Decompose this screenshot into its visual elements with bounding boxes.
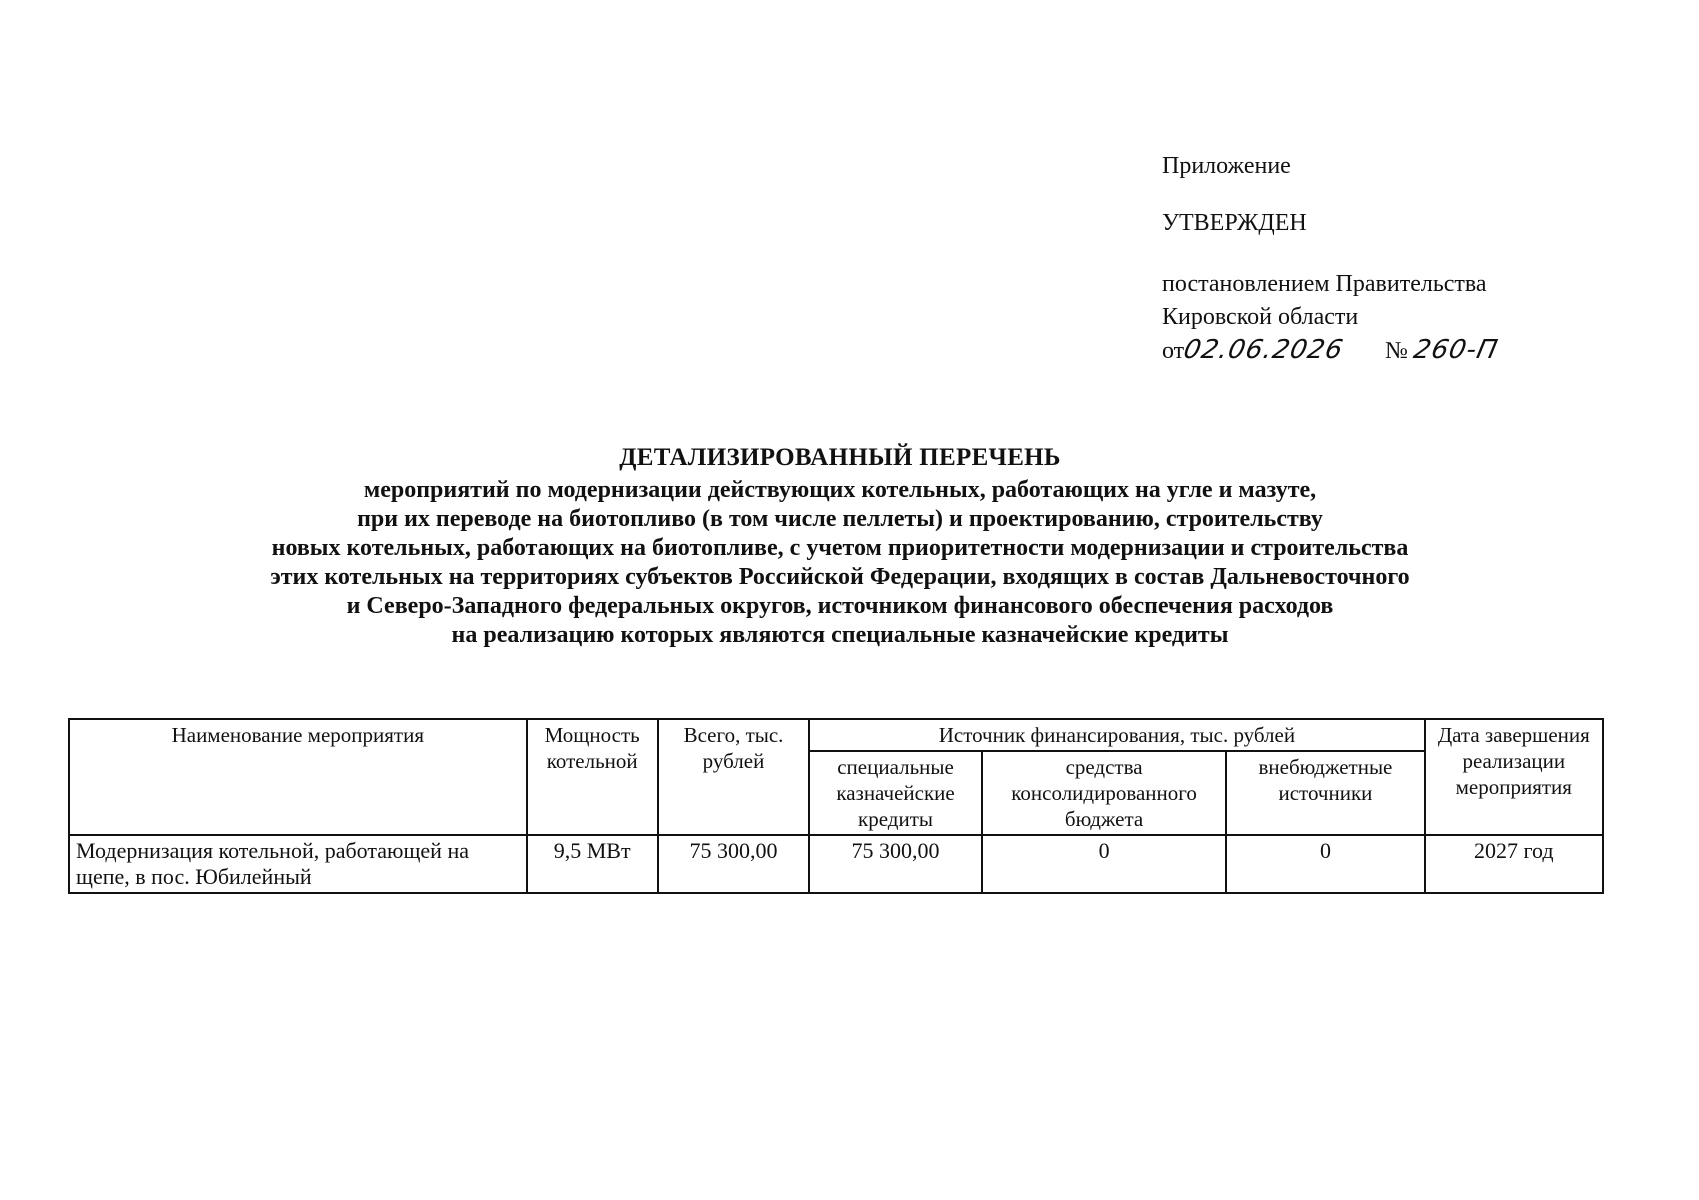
appendix-label: Приложение xyxy=(1162,153,1291,179)
heading-line-5: и Северо-Западного федеральных округов, источником финансового обеспечения расходов xyxy=(346,593,1334,619)
header-total: Всего, тыс. рублей xyxy=(658,719,809,835)
header-extrabudgetary: внебюджетные источники xyxy=(1226,751,1424,835)
header-name: Наименование мероприятия xyxy=(69,719,527,835)
cell-completion-date: 2027 год xyxy=(1425,835,1603,893)
header-special-credits: специальные казначейские кредиты xyxy=(809,751,982,835)
cell-name: Модернизация котельной, работающей на щепе, в пос. Юбилейный xyxy=(69,835,527,893)
measures-table xyxy=(68,718,1604,894)
heading-line-3: новых котельных, работающих на биотопливе, с учетом приоритетности модернизации и строительства xyxy=(271,535,1409,561)
document-heading xyxy=(100,440,1580,650)
header-completion-date: Дата завершения реализации мероприятия xyxy=(1425,719,1603,835)
table-header-row xyxy=(69,719,1603,751)
cell-total: 75 300,00 xyxy=(658,835,809,893)
date-prefix: от xyxy=(1162,338,1185,364)
cell-special-credits: 75 300,00 xyxy=(809,835,982,893)
heading-line-6: на реализацию которых являются специальные казначейские кредиты xyxy=(451,622,1229,648)
heading-line-1: мероприятий по модернизации действующих котельных, работающих на угле и мазуте, xyxy=(363,477,1317,503)
cell-consolidated-budget: 0 xyxy=(982,835,1226,893)
decree-date-number-line xyxy=(1162,334,1602,368)
header-consolidated-budget: средства консолидированного бюджета xyxy=(982,751,1226,835)
decree-line-2: Кировской области xyxy=(1162,304,1359,330)
header-power: Мощность котельной xyxy=(527,719,658,835)
cell-power: 9,5 МВт xyxy=(527,835,658,893)
approved-label: УТВЕРЖДЕН xyxy=(1162,210,1307,236)
handwritten-number: 260-П xyxy=(1410,335,1501,365)
decree-line-1: постановлением Правительства xyxy=(1162,271,1487,297)
table-row xyxy=(69,835,1603,893)
header-funding-source: Источник финансирования, тыс. рублей xyxy=(809,719,1424,751)
document-title: ДЕТАЛИЗИРОВАННЫЙ ПЕРЕЧЕНЬ xyxy=(619,444,1061,471)
heading-line-4: этих котельных на территориях субъектов Российской Федерации, входящих в состав Дальневосточного xyxy=(270,564,1410,590)
heading-line-2: при их переводе на биотопливо (в том числе пеллеты) и проектированию, строительству xyxy=(357,506,1323,532)
number-prefix: № xyxy=(1385,338,1408,364)
approval-stamp-block xyxy=(1162,150,1602,368)
cell-extrabudgetary: 0 xyxy=(1226,835,1424,893)
handwritten-date: 02.06.2026 xyxy=(1181,335,1347,365)
